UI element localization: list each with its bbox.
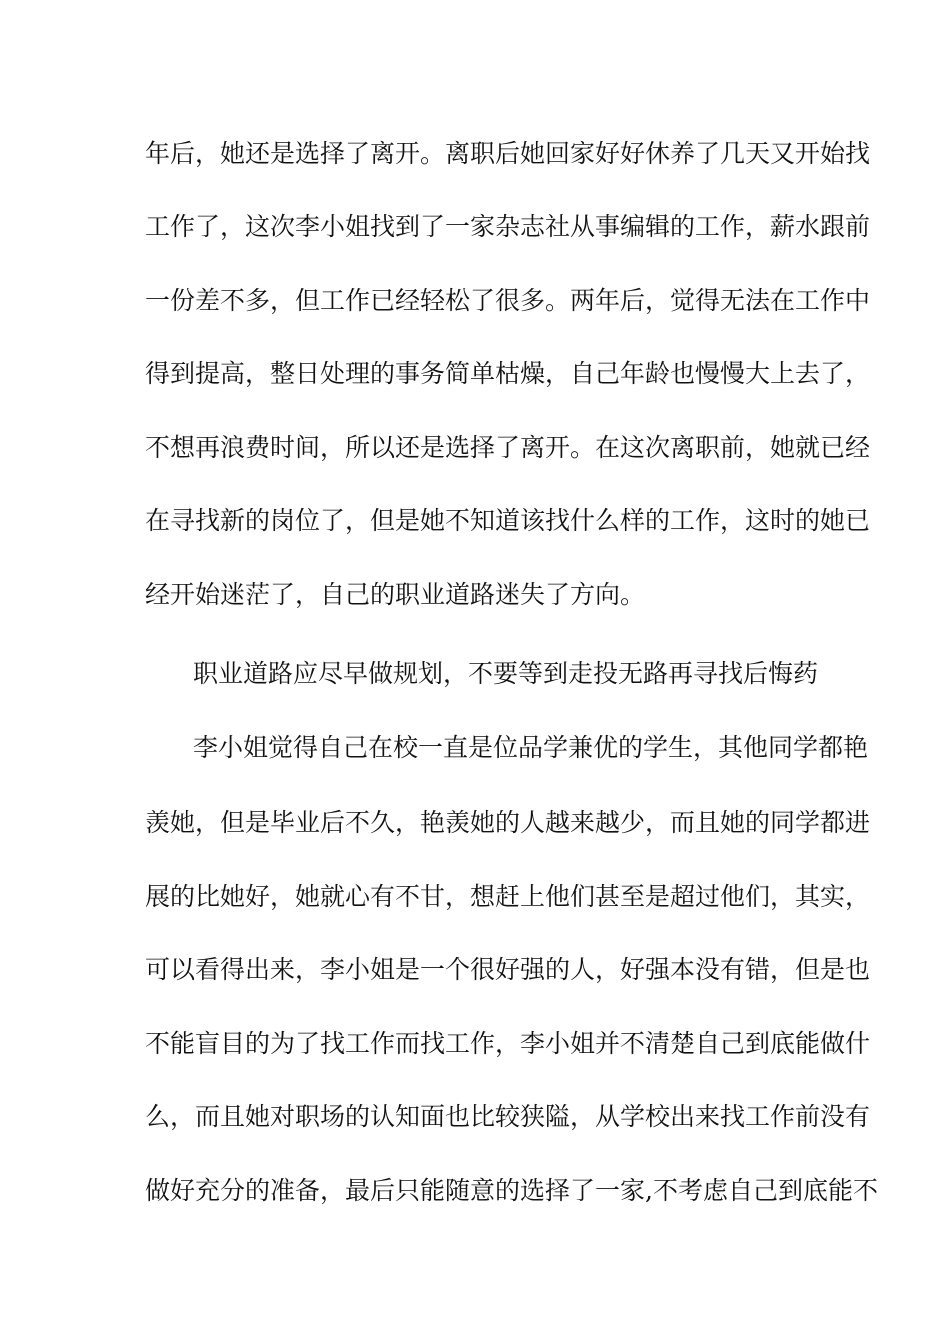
- paragraph-1-line-2: 工作了，这次李小姐找到了一家杂志社从事编辑的工作，薪水跟前: [145, 212, 871, 241]
- paragraph-1-line-7: 经开始迷茫了，自己的职业道路迷失了方向。: [145, 580, 646, 609]
- section-heading: 职业道路应尽早做规划，不要等到走投无路再寻找后悔药: [193, 659, 819, 688]
- paragraph-2-line-4: 可以看得出来，李小姐是一个很好强的人，好强本没有错，但是也: [145, 955, 871, 984]
- paragraph-2-line-5: 不能盲目的为了找工作而找工作，李小姐并不清楚自己到底能做什: [145, 1029, 871, 1058]
- paragraph-1-line-5: 不想再浪费时间，所以还是选择了离开。在这次离职前，她就已经: [145, 433, 871, 462]
- paragraph-1-line-6: 在寻找新的岗位了，但是她不知道该找什么样的工作，这时的她已: [145, 506, 871, 535]
- paragraph-1-line-1: 年后，她还是选择了离开。离职后她回家好好休养了几天又开始找: [145, 139, 871, 168]
- paragraph-2-line-3: 展的比她好，她就心有不甘，想赶上他们甚至是超过他们，其实，: [145, 882, 871, 911]
- paragraph-1-line-3: 一份差不多，但工作已经轻松了很多。两年后，觉得无法在工作中: [145, 286, 871, 315]
- paragraph-2-line-6: 么，而且她对职场的认知面也比较狭隘，从学校出来找工作前没有: [145, 1102, 871, 1131]
- paragraph-1-line-4: 得到提高，整日处理的事务简单枯燥，自己年龄也慢慢大上去了，: [145, 359, 871, 388]
- paragraph-2-line-1: 李小姐觉得自己在校一直是位品学兼优的学生，其他同学都艳: [193, 733, 869, 762]
- paragraph-2-line-2: 羡她，但是毕业后不久，艳羡她的人越来越少，而且她的同学都进: [145, 808, 871, 837]
- paragraph-2-line-7: 做好充分的准备，最后只能随意的选择了一家,不考虑自己到底能不: [145, 1176, 878, 1205]
